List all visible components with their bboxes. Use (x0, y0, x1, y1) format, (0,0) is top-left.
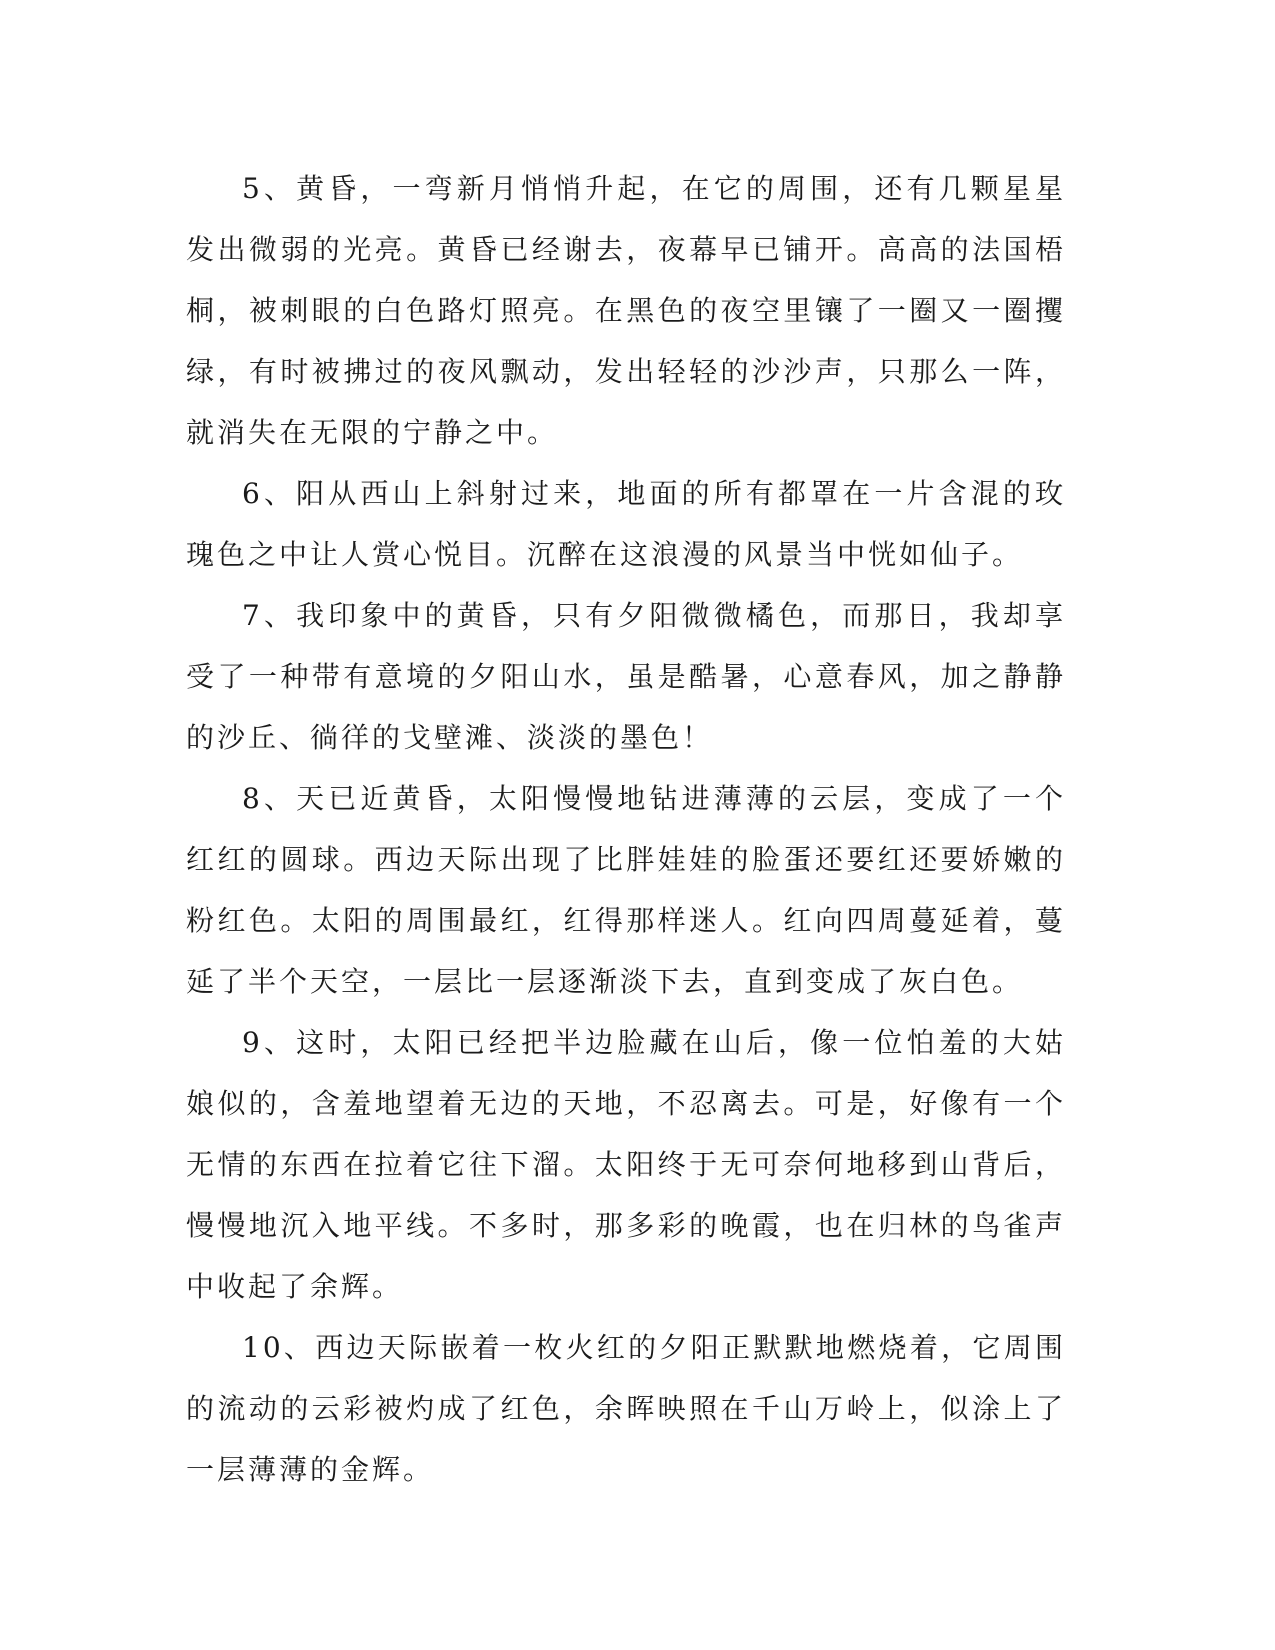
paragraph-9: 9、这时，太阳已经把半边脸藏在山后，像一位怕羞的大姑娘似的，含羞地望着无边的天地，不忍离去。可是，好像有一个无情的东西在拉着它往下溜。太阳终于无可奈何地移到山背后，慢慢地沉入地平线。不多时，那多彩的晚霞，也在归林的鸟雀声中收起了余辉。 (186, 1026, 1066, 1303)
paragraph-7: 7、我印象中的黄昏，只有夕阳微微橘色，而那日，我却享受了一种带有意境的夕阳山水，虽是酷暑，心意春风，加之静静的沙丘、徜徉的戈壁滩、淡淡的墨色！ (186, 599, 1066, 754)
document-body (186, 158, 1066, 1500)
paragraph-8: 8、天已近黄昏，太阳慢慢地钻进薄薄的云层，变成了一个红红的圆球。西边天际出现了比胖娃娃的脸蛋还要红还要娇嫩的粉红色。太阳的周围最红，红得那样迷人。红向四周蔓延着，蔓延了半个天空，一层比一层逐渐淡下去，直到变成了灰白色。 (186, 782, 1066, 998)
paragraph-5: 5、黄昏，一弯新月悄悄升起，在它的周围，还有几颗星星发出微弱的光亮。黄昏已经谢去，夜幕早已铺开。高高的法国梧桐，被刺眼的白色路灯照亮。在黑色的夜空里镶了一圈又一圈攫绿，有时被拂过的夜风飘动，发出轻轻的沙沙声，只那么一阵，就消失在无限的宁静之中。 (186, 172, 1066, 449)
paragraph-10: 10、西边天际嵌着一枚火红的夕阳正默默地燃烧着，它周围的流动的云彩被灼成了红色，余晖映照在千山万岭上，似涂上了一层薄薄的金辉。 (186, 1331, 1066, 1486)
paragraph-6: 6、阳从西山上斜射过来，地面的所有都罩在一片含混的玫瑰色之中让人赏心悦目。沉醉在这浪漫的风景当中恍如仙子。 (186, 477, 1066, 571)
